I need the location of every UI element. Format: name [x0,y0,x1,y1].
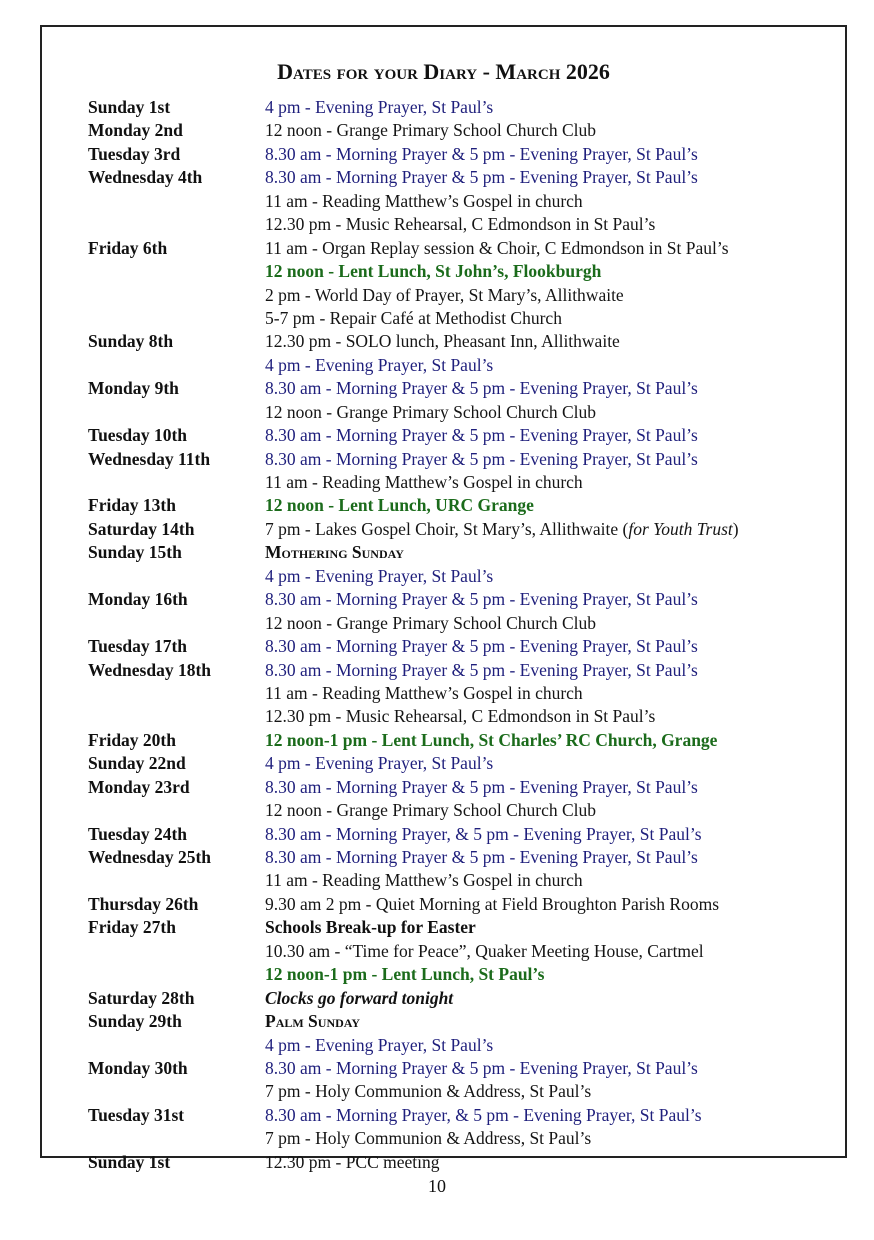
entry-date: Sunday 1st [88,1151,171,1172]
entry-event [265,494,534,517]
entry-date: Monday 23rd [88,776,190,797]
entry-event-text: 8.30 am - Morning Prayer & 5 pm - Evening Prayer, St Paul’s [265,425,698,446]
entry-date: Friday 13th [88,495,176,516]
entry-event [265,424,698,447]
entry-event-text: 12 noon-1 pm - Lent Lunch, St Paul’s [265,964,545,985]
entry-event-text: 8.30 am - Morning Prayer, & 5 pm - Evening Prayer, St Paul’s [265,1104,702,1125]
diary-frame [40,25,847,1172]
entry-event [265,119,596,142]
entry-date: Friday 20th [88,729,176,750]
entry-event [265,565,493,588]
entry-event [265,682,583,705]
entry-event-text: 7 pm - Lakes Gospel Choir, St Mary’s, Allithwaite ( [265,518,629,539]
entry-event [265,1034,493,1057]
entry-date: Wednesday 4th [88,167,203,188]
entry-event [265,307,562,330]
entry-event [265,729,717,752]
entry-event-text: 11 am - Reading Matthew’s Gospel in church [265,682,583,703]
entry-event-text: 9.30 am 2 pm - Quiet Morning at Field Broughton Parish Rooms [265,893,720,914]
entry-date: Wednesday 25th [88,847,212,867]
entry-event [265,869,583,892]
entry-event [265,659,698,682]
entry-event [265,518,739,541]
entry-event-text: 8.30 am - Morning Prayer & 5 pm - Evening Prayer, St Paul’s [265,847,698,867]
entry-event [265,916,476,939]
entry-event [265,1057,698,1080]
entry-event [265,823,702,846]
entry-event-text: 5-7 pm - Repair Café at Methodist Church [265,307,562,328]
entry-event [265,963,544,986]
entry-event [265,987,453,1010]
entry-event-text: Clocks go forward tonight [265,987,454,1008]
entry-event [265,1127,591,1150]
entry-event-text: Mothering Sunday [265,542,404,563]
entry-event-note: for Youth Trust [628,518,733,539]
entry-event [265,893,719,916]
entry-event-text: 12.30 pm - Music Rehearsal, C Edmondson in St Paul’s [265,706,656,727]
entry-event-text: 8.30 am - Morning Prayer & 5 pm - Evening Prayer, St Paul’s [265,636,698,657]
entry-event [265,284,624,307]
entry-date: Monday 30th [88,1057,188,1078]
entry-event [265,448,698,471]
entry-event-text: 12 noon - Grange Primary School Church Club [265,612,596,633]
entry-event [265,846,698,869]
entry-event-text: 4 pm - Evening Prayer, St Paul’s [265,97,494,117]
entry-event [265,96,493,119]
entry-date: Sunday 8th [88,331,174,352]
entry-date: Tuesday 24th [88,823,188,844]
entry-date: Tuesday 10th [88,425,188,446]
entry-event [265,1151,440,1174]
entry-event [265,471,583,494]
entry-date: Tuesday 3rd [88,143,181,164]
entry-date: Sunday 15th [88,542,182,563]
entry-event-text: 10.30 am - “Time for Peace”, Quaker Meeting House, Cartmel [265,940,704,961]
entry-date: Tuesday 31st [88,1104,185,1125]
entry-event-text: 8.30 am - Morning Prayer & 5 pm - Evening Prayer, St Paul’s [265,659,698,680]
entry-event-text: 8.30 am - Morning Prayer & 5 pm - Evening Prayer, St Paul’s [265,378,698,399]
entry-event [265,377,698,400]
entry-event-text: 12 noon - Grange Primary School Church Club [265,401,596,422]
entry-event-text: 12 noon - Lent Lunch, St John’s, Flookburgh [265,261,602,282]
entry-date: Wednesday 11th [88,448,211,469]
entry-event [265,354,493,377]
entry-date: Monday 9th [88,378,179,399]
entry-event [265,799,596,822]
entry-event [265,940,704,963]
entry-event-text: 4 pm - Evening Prayer, St Paul’s [265,354,494,375]
entry-event-text: 11 am - Reading Matthew’s Gospel in church [265,472,583,492]
entry-date: Saturday 14th [88,518,195,539]
entry-event [265,752,493,775]
entry-event-text: 12 noon - Grange Primary School Church Club [265,800,596,821]
entry-event [265,401,596,424]
entry-event [265,213,655,236]
entry-date: Wednesday 18th [88,659,212,680]
entry-event-text: 12.30 pm - PCC meeting [265,1151,440,1172]
entry-event-text: 11 am - Reading Matthew’s Gospel in church [265,190,583,211]
entry-date: Saturday 28th [88,987,195,1008]
page-title: Dates for your Diary - March 2026 [277,59,610,84]
entry-event-text: 11 am - Reading Matthew’s Gospel in church [265,870,583,891]
entry-event-text: 12.30 pm - Music Rehearsal, C Edmondson in St Paul’s [265,214,656,235]
entry-date: Sunday 22nd [88,753,186,774]
entry-event-text: 4 pm - Evening Prayer, St Paul’s [265,753,494,774]
entry-event-text: 2 pm - World Day of Prayer, St Mary’s, Allithwaite [265,284,624,305]
entry-event-text: 8.30 am - Morning Prayer, & 5 pm - Evening Prayer, St Paul’s [265,823,702,844]
entry-event [265,166,698,189]
entry-event [265,260,601,283]
entry-event-text: 8.30 am - Morning Prayer & 5 pm - Evening Prayer, St Paul’s [265,776,698,797]
entry-event-text: 7 pm - Holy Communion & Address, St Paul’s [265,1128,592,1149]
entry-event-text: 12 noon - Lent Lunch, URC Grange [265,495,534,516]
entry-event-text: 4 pm - Evening Prayer, St Paul’s [265,565,494,586]
entry-event [265,1080,591,1103]
entry-date: Sunday 29th [88,1011,182,1032]
entry-event [265,541,404,564]
entry-event [265,588,698,611]
entry-event [265,635,698,658]
entry-date: Friday 6th [88,237,168,258]
entry-event-text: 4 pm - Evening Prayer, St Paul’s [265,1034,494,1055]
entry-event [265,190,583,213]
entry-event-text: 8.30 am - Morning Prayer & 5 pm - Evening Prayer, St Paul’s [265,167,698,188]
entry-event [265,1010,360,1033]
entry-event-text: 12 noon - Grange Primary School Church Club [265,120,596,141]
entry-date: Thursday 26th [88,893,199,914]
entry-date: Monday 16th [88,589,188,610]
entry-date: Monday 2nd [88,120,183,141]
page-number: 10 [428,1176,446,1196]
entry-event [265,705,655,728]
entry-event [265,776,698,799]
entry-date: Sunday 1st [88,97,171,117]
entry-event [265,1104,702,1127]
entry-date: Tuesday 17th [88,636,188,657]
entry-event-text: 12.30 pm - SOLO lunch, Pheasant Inn, Allithwaite [265,331,620,352]
entry-event [265,237,729,260]
entry-event-text: 7 pm - Holy Communion & Address, St Paul’s [265,1081,592,1102]
entry-event-text: 11 am - Organ Replay session & Choir, C Edmondson in St Paul’s [265,237,729,258]
entry-event [265,612,596,635]
entry-event-text: 8.30 am - Morning Prayer & 5 pm - Evening Prayer, St Paul’s [265,448,698,469]
entry-event-text: Palm Sunday [265,1011,361,1032]
entry-event-suffix: ) [732,518,739,539]
entry-event-text: 8.30 am - Morning Prayer & 5 pm - Evening Prayer, St Paul’s [265,1057,698,1078]
entry-event [265,143,698,166]
entry-event [265,330,620,353]
entry-date: Friday 27th [88,917,176,938]
entry-event-text: Schools Break-up for Easter [265,917,476,938]
entry-event-text: 12 noon-1 pm - Lent Lunch, St Charles’ RC Church, Grange [265,729,718,750]
entry-event-text: 8.30 am - Morning Prayer & 5 pm - Evening Prayer, St Paul’s [265,143,698,164]
entry-event-text: 8.30 am - Morning Prayer & 5 pm - Evening Prayer, St Paul’s [265,589,698,610]
